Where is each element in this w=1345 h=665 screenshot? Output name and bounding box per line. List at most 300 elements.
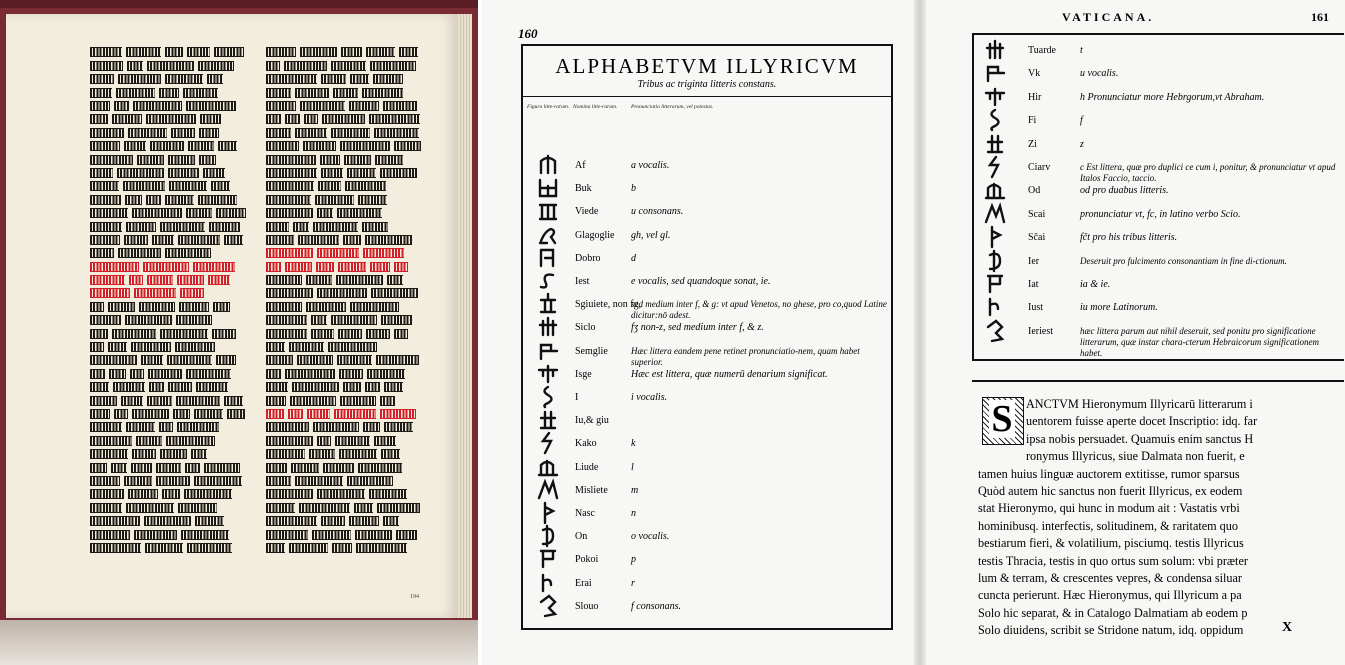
ier-icon	[984, 249, 1006, 273]
glagolitic-word	[380, 396, 395, 406]
glagolitic-line	[90, 287, 250, 300]
letter-pronunciation: p	[631, 554, 636, 566]
glagolitic-word	[266, 235, 294, 245]
glagolitic-line	[90, 341, 250, 354]
glagolitic-word	[338, 262, 366, 272]
glagolitic-line	[266, 220, 426, 233]
glagolitic-word	[266, 449, 305, 459]
page-edges	[458, 14, 472, 618]
glagolitic-word	[387, 275, 403, 285]
glagolitic-word	[196, 382, 228, 392]
letter-name: Hir	[1028, 91, 1042, 103]
glagolitic-word	[374, 128, 419, 138]
glagolitic-word	[90, 396, 117, 406]
glagolitic-word	[156, 476, 190, 486]
glagolitic-word	[131, 463, 152, 473]
glagolitic-word	[90, 329, 108, 339]
text-line: bestiarum fieri, & volatilium, pisciumq. testis Illyricus	[978, 536, 1244, 551]
section-rule	[972, 380, 1344, 382]
glagolitic-word	[160, 222, 205, 232]
text-line: hominibusq. interfectis, solitudinem, & raritatem quo	[978, 518, 1238, 533]
alphabet-row	[974, 300, 1344, 320]
letter-pronunciation: o vocalis.	[631, 531, 670, 543]
letter-pronunciation: d	[631, 252, 636, 264]
letter-pronunciation: fʒ non-z, sed medium inter f, & z.	[631, 322, 764, 334]
text-line: ANCTVM Hieronymum Illyricarū litterarum i	[1026, 397, 1253, 411]
glagolitic-word	[298, 235, 339, 245]
alphabet-row	[523, 506, 891, 526]
letter-pronunciation: e vocalis, sed quandoque sonat, ie.	[631, 276, 771, 287]
glagolitic-word	[341, 47, 362, 57]
glagolitic-word	[130, 369, 144, 379]
glagolitic-word	[306, 302, 346, 312]
glagolitic-word	[108, 342, 127, 352]
glagolitic-word	[266, 88, 291, 98]
glagolitic-line	[90, 515, 250, 528]
glagolitic-word	[90, 208, 128, 218]
i-icon	[537, 385, 559, 409]
glagolitic-word	[266, 208, 313, 218]
glagolitic-line	[266, 434, 426, 447]
letter-name: Slouo	[575, 600, 599, 612]
glagolitic-word	[129, 275, 143, 285]
glagolitic-word	[266, 195, 311, 205]
glagolitic-word	[162, 489, 180, 499]
dropcap-letter: S	[989, 400, 1015, 438]
alphabet-title: ALPHABETVM ILLYRICVM	[555, 54, 859, 78]
viede-icon	[537, 199, 559, 223]
glagolitic-word	[125, 315, 172, 325]
glagolitic-word	[285, 369, 335, 379]
glagolitic-word	[136, 436, 162, 446]
glagolitic-line	[266, 314, 426, 327]
glagolitic-word	[362, 88, 403, 98]
glagolitic-word	[331, 128, 370, 138]
glagolitic-word	[336, 275, 383, 285]
glagolitic-word	[331, 61, 366, 71]
glagolitic-word	[289, 342, 324, 352]
glagolitic-word	[90, 302, 104, 312]
alphabet-row	[523, 344, 891, 367]
glagolitic-word	[266, 61, 280, 71]
glagolitic-line	[90, 434, 250, 447]
glagolitic-word	[126, 422, 155, 432]
letter-name: I	[575, 392, 579, 403]
letter-pronunciation: sed medium inter f, & g: vt apud Venetos, no ghese, pro co,quod Latine dicitur:nō adest.	[631, 299, 887, 321]
glagolitic-word	[340, 141, 390, 151]
glagolitic-word	[160, 449, 187, 459]
letter-name: Od	[1028, 185, 1041, 197]
vk-icon	[984, 61, 1006, 85]
glagolitic-line	[90, 100, 250, 113]
glagolitic-line	[266, 287, 426, 300]
letter-name: Viede	[575, 206, 599, 218]
glagolitic-word	[366, 329, 390, 339]
letter-name: Vk	[1028, 68, 1041, 80]
alphabet-row	[523, 599, 891, 619]
glagolitic-word	[396, 530, 417, 540]
glagolitic-line	[90, 113, 250, 126]
nasc-icon	[537, 501, 559, 525]
liude-icon	[537, 455, 559, 479]
glagolitic-word	[307, 409, 330, 419]
letter-pronunciation: u consonans.	[631, 206, 684, 218]
glagolitic-word	[266, 74, 317, 84]
alphabet-row	[974, 137, 1344, 157]
glagolitic-word	[381, 315, 412, 325]
glagolitic-word	[90, 168, 113, 178]
glagolitic-word	[90, 181, 119, 191]
letter-pronunciation: pronunciatur vt, fc, in latino verbo Scio.	[1080, 208, 1241, 220]
glagoglie-icon	[537, 223, 559, 247]
glagolitic-word	[175, 342, 215, 352]
glagolitic-word	[159, 422, 173, 432]
glagolitic-word	[176, 315, 212, 325]
glagolitic-word	[188, 141, 214, 151]
glagolitic-word	[177, 422, 219, 432]
glagolitic-word	[165, 195, 194, 205]
glagolitic-line	[90, 59, 250, 72]
glagolitic-line	[90, 381, 250, 394]
glagolitic-line	[266, 354, 426, 367]
glagolitic-word	[168, 382, 192, 392]
glagolitic-word	[185, 463, 200, 473]
glagolitic-line	[90, 528, 250, 541]
glagolitic-word	[380, 409, 416, 419]
glagolitic-word	[285, 262, 312, 272]
letter-name: Iest	[575, 276, 590, 287]
letter-pronunciation: h Pronunciatur more Hebrgorum,vt Abraham.	[1080, 91, 1265, 103]
glagolitic-word	[297, 355, 333, 365]
glagolitic-word	[216, 208, 246, 218]
glagolitic-word	[132, 409, 169, 419]
glagolitic-word	[187, 47, 210, 57]
glagolitic-word	[312, 530, 351, 540]
book-gutter	[914, 0, 926, 665]
glagolitic-word	[383, 516, 399, 526]
glagolitic-word	[177, 275, 204, 285]
table-surface	[0, 620, 478, 665]
alphabet-row	[523, 228, 891, 248]
glagolitic-word	[90, 141, 120, 151]
glagolitic-word	[377, 503, 420, 513]
glagolitic-word	[146, 114, 196, 124]
glagolitic-word	[108, 302, 135, 312]
glagolitic-word	[350, 302, 399, 312]
alphabet-row	[523, 413, 891, 433]
letter-pronunciation: hæc littera parum aut nihil deseruit, sed ponitu pro significatione litterarum, quæ instar chara-cterum Hebraicorum significationem habet.	[1080, 325, 1319, 358]
alphabet-subtitle: Tribus ac triginta litteris constans.	[637, 79, 777, 90]
glagolitic-word	[344, 155, 371, 165]
glagolitic-line	[266, 247, 426, 260]
fi-icon	[984, 108, 1006, 132]
glagolitic-word	[373, 74, 403, 84]
glagolitic-line	[266, 260, 426, 273]
glagolitic-word	[147, 275, 173, 285]
glagolitic-word	[227, 409, 245, 419]
buk-icon	[537, 176, 559, 200]
glagolitic-word	[168, 168, 199, 178]
glagolitic-line	[266, 408, 426, 421]
folio-number: 194	[410, 594, 419, 600]
glagolitic-word	[187, 543, 232, 553]
glagolitic-word	[168, 155, 195, 165]
ma-icon	[537, 153, 559, 177]
glagolitic-word	[355, 530, 392, 540]
alphabet-row	[523, 251, 891, 271]
glagolitic-word	[347, 168, 376, 178]
glagolitic-word	[266, 503, 295, 513]
glagolitic-word	[321, 74, 346, 84]
glagolitic-line	[90, 394, 250, 407]
glagolitic-line	[90, 220, 250, 233]
glagolitic-word	[90, 489, 124, 499]
glagolitic-word	[321, 516, 345, 526]
glagolitic-line	[266, 233, 426, 246]
text-line: Solo hic separat, & in Catalogo Dalmatiam ab eodem p	[978, 605, 1248, 620]
glagolitic-line	[266, 274, 426, 287]
glagolitic-word	[126, 222, 156, 232]
letter-name: Nasc	[575, 508, 595, 519]
slouo-icon	[537, 594, 559, 618]
glagolitic-word	[90, 262, 139, 272]
glagolitic-word	[266, 543, 285, 553]
glagolitic-word	[116, 88, 155, 98]
alphabet-row	[523, 552, 891, 572]
glagolitic-word	[194, 476, 242, 486]
glagolitic-line	[266, 207, 426, 220]
ieriest-icon	[984, 319, 1006, 343]
od-icon	[984, 178, 1006, 202]
glagolitic-word	[317, 436, 331, 446]
signature-mark: X	[1282, 620, 1293, 635]
glagolitic-word	[266, 436, 313, 446]
glagolitic-word	[381, 449, 400, 459]
glagolitic-word	[384, 422, 413, 432]
glagolitic-line	[266, 73, 426, 86]
glagolitic-word	[317, 288, 367, 298]
glagolitic-word	[131, 342, 171, 352]
glagolitic-word	[266, 47, 296, 57]
glagolitic-word	[266, 369, 281, 379]
glagolitic-word	[363, 422, 380, 432]
glagolitic-word	[176, 396, 220, 406]
glagolitic-word	[204, 463, 240, 473]
glagolitic-word	[211, 181, 230, 191]
glagolitic-word	[90, 74, 114, 84]
glagolitic-line	[90, 153, 250, 166]
glagolitic-word	[343, 235, 361, 245]
glagolitic-word	[90, 275, 125, 285]
alphabet-row	[523, 436, 891, 456]
glagolitic-line	[266, 46, 426, 59]
glagolitic-word	[376, 355, 419, 365]
erai-icon	[537, 571, 559, 595]
glagolitic-line	[90, 193, 250, 206]
glagolitic-word	[133, 101, 182, 111]
glagolitic-word	[394, 262, 408, 272]
letter-pronunciation: u vocalis.	[1080, 68, 1119, 80]
glagolitic-word	[266, 342, 285, 352]
letter-name: Isge	[575, 368, 592, 380]
glagolitic-word	[90, 449, 128, 459]
glagolitic-word	[141, 355, 163, 365]
glagolitic-line	[266, 327, 426, 340]
glagolitic-word	[186, 208, 212, 218]
glagolitic-word	[207, 74, 223, 84]
glagolitic-line	[266, 488, 426, 501]
glagolitic-word	[316, 262, 334, 272]
alphabet-row	[974, 90, 1344, 110]
glagolitic-word	[173, 409, 190, 419]
glagolitic-word	[374, 436, 396, 446]
glagolitic-word	[111, 463, 127, 473]
running-head: VATICANA.	[1062, 10, 1155, 24]
iust-icon	[984, 295, 1006, 319]
glagolitic-word	[128, 489, 158, 499]
glagolitic-word	[332, 543, 352, 553]
glagolitic-word	[118, 248, 161, 258]
glagolitic-word	[266, 141, 299, 151]
letter-name: Kako	[575, 438, 597, 450]
glagolitic-word	[145, 543, 183, 553]
glagolitic-line	[90, 367, 250, 380]
glagolitic-word	[289, 543, 328, 553]
glagolitic-word	[124, 235, 148, 245]
glagolitic-word	[165, 74, 203, 84]
glagolitic-word	[149, 382, 164, 392]
glagolitic-line	[266, 140, 426, 153]
glagolitic-word	[147, 61, 194, 71]
glagolitic-word	[212, 329, 236, 339]
glagolitic-word	[148, 369, 182, 379]
sgiuiete-icon	[537, 292, 559, 316]
glagolitic-word	[150, 141, 184, 151]
glagolitic-word	[224, 396, 243, 406]
glagolitic-word	[266, 181, 314, 191]
glagolitic-line	[266, 126, 426, 139]
glagolitic-word	[112, 329, 156, 339]
glagolitic-line	[266, 394, 426, 407]
glagolitic-word	[349, 516, 379, 526]
glagolitic-word	[291, 463, 319, 473]
letter-pronunciation: z	[1080, 138, 1084, 150]
letter-name: Ciarv	[1028, 162, 1051, 173]
alphabet-row	[523, 320, 891, 340]
letter-pronunciation: r	[631, 577, 635, 589]
glagolitic-word	[114, 409, 128, 419]
glagolitic-word	[313, 222, 358, 232]
glagolitic-line	[90, 207, 250, 220]
iu-icon	[537, 408, 559, 432]
glagolitic-word	[134, 288, 176, 298]
glagolitic-word	[90, 88, 112, 98]
col-header-pronunciation: Pronunciatio litterarum, vel potestas.	[631, 104, 714, 110]
alphabet-row	[523, 367, 891, 387]
glagolitic-word	[266, 222, 289, 232]
alphabet-row	[523, 529, 891, 549]
page-number-right: 161	[1311, 10, 1329, 24]
glagolitic-word	[321, 168, 343, 178]
glagolitic-word	[371, 288, 418, 298]
glagolitic-word	[195, 516, 224, 526]
vatican-alphabet-scan	[482, 0, 1345, 665]
glagolitic-line	[90, 180, 250, 193]
letter-name: Pokoi	[575, 554, 599, 566]
glagolitic-word	[194, 409, 223, 419]
glagolitic-word	[266, 248, 313, 258]
glagolitic-word	[356, 543, 407, 553]
letter-name: Iu,& giu	[575, 415, 609, 427]
glagolitic-word	[384, 382, 403, 392]
glagolitic-word	[166, 436, 215, 446]
glagolitic-word	[337, 208, 382, 218]
letter-name: Ier	[1028, 255, 1040, 267]
glagolitic-word	[303, 141, 336, 151]
glagolitic-word	[90, 342, 104, 352]
glagolitic-word	[213, 302, 230, 312]
glagolitic-word	[317, 208, 333, 218]
letter-pronunciation: m	[631, 484, 639, 496]
letter-name: Sčai	[1028, 232, 1046, 244]
glagolitic-word	[121, 396, 143, 406]
glagolitic-word	[178, 235, 220, 245]
letter-pronunciation: iu more Latinorum.	[1080, 302, 1158, 314]
glagolitic-word	[266, 530, 308, 540]
glagolitic-word	[370, 262, 390, 272]
glagolitic-word	[345, 181, 386, 191]
col-header-figure: Figura litte-rarum.	[527, 104, 570, 110]
glagolitic-word	[266, 128, 291, 138]
alphabet-row	[523, 158, 891, 178]
glagolitic-word	[146, 195, 161, 205]
glagolitic-word	[266, 262, 281, 272]
glagolitic-word	[323, 463, 354, 473]
glagolitic-word	[315, 195, 354, 205]
glagolitic-word	[200, 114, 221, 124]
letter-pronunciation: Hæc est littera, quæ numerū denarium significat.	[631, 368, 828, 380]
glagolitic-word	[165, 47, 183, 57]
letter-pronunciation: od pro duabus litteris.	[1080, 185, 1169, 197]
glagolitic-word	[216, 355, 236, 365]
text-line: Solo diuidens, scribit se Stridone natum, idq. oppidum	[978, 623, 1244, 638]
alphabet-row	[523, 181, 891, 201]
glagolitic-word	[266, 168, 317, 178]
latin-text-block	[978, 396, 1345, 639]
glagolitic-line	[266, 167, 426, 180]
glagolitic-line	[90, 421, 250, 434]
glagolitic-word	[266, 114, 281, 124]
alphabet-table-continued	[972, 33, 1344, 361]
letter-name: On	[575, 531, 588, 543]
glagolitic-word	[349, 101, 379, 111]
glagolitic-word	[318, 181, 341, 191]
glagolitic-word	[90, 476, 120, 486]
glagolitic-line	[266, 341, 426, 354]
glagolitic-line	[90, 541, 250, 554]
letter-pronunciation: b	[631, 183, 636, 195]
glagolitic-word	[198, 61, 234, 71]
glagolitic-line	[266, 448, 426, 461]
glagolitic-word	[184, 489, 232, 499]
glagolitic-word	[126, 47, 161, 57]
glagolitic-line	[90, 314, 250, 327]
letter-pronunciation: Deseruit pro fulcimento consonantiam in fine di-ctionum.	[1080, 255, 1287, 266]
glagolitic-line	[90, 327, 250, 340]
glagolitic-word	[193, 262, 235, 272]
alphabet-row	[974, 66, 1344, 86]
glagolitic-word	[350, 74, 369, 84]
